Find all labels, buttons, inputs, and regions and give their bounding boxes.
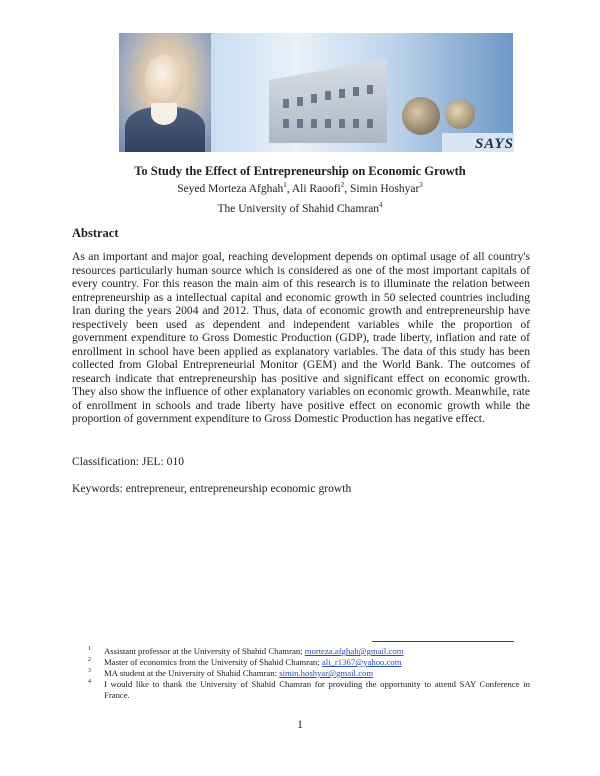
says-logo: SAYS xyxy=(474,136,514,152)
medallion-image xyxy=(402,97,440,135)
footnote-number: 1 xyxy=(88,646,91,652)
footnote-number: 4 xyxy=(88,679,91,685)
email-link[interactable]: simin.hoshyar@gmail.com xyxy=(279,668,374,678)
email-link[interactable]: ali_r1367@yahoo.com xyxy=(321,657,402,667)
footnote-mark: 4 xyxy=(379,201,383,210)
footnotes xyxy=(88,646,530,701)
author-name: Seyed Morteza Afghah xyxy=(177,183,284,195)
footnote xyxy=(88,668,530,679)
portrait-image xyxy=(119,33,211,152)
email-link[interactable]: morteza.afghah@gmail.com xyxy=(304,646,404,656)
building-image xyxy=(269,59,387,143)
footnote xyxy=(88,657,530,668)
footnote xyxy=(88,679,530,701)
footnote-text: Assistant professor at the University of Shahid Chamran; xyxy=(104,646,305,656)
footnote-text: MA student at the University of Shahid Chamran: xyxy=(104,668,280,678)
author-name: Simin Hoshyar xyxy=(349,183,420,195)
classification-line: Classification: JEL: 010 xyxy=(72,455,185,468)
author-list: Seyed Morteza Afghah$^1$, Ali Raoofi$^2$, Simin Hoshyar$^3$ xyxy=(177,181,423,195)
abstract-body: As an important and major goal, reaching development depends on optimal usage of all country's resources particularly human source which is considered as one of the most important capitals of every country. For this reason the main aim of this research is to illuminate the relation between entrepreneurship as a intellectual capital and economic growth in 50 selected countries including Iran during the years 2004 and 2012. Thus, data of economic growth and entrepreneurship have respectively been used as dependent and independent variables while the proportion of government expenditure to Gross Domestic Production (GDP), trade liberty, inflation and rate of enrollment in school have been applied as explanatory variables. The data of this study has been collected from Global Entrepreneurial Monitor (GEM) and the World Bank. The outcomes of research indicate that entrepreneurship has positive and significant effect on economic growth. They also show the influence of other explanatory variables on economic growth. Meanwhile, rate of enrollment in schools and trade liberty have positive effect on economic growth while the proportion of government expenditure to Gross Domestic Production has negative effect. xyxy=(72,250,530,425)
keywords-line: Keywords: entrepreneur, entrepreneurship economic growth xyxy=(72,482,352,495)
footnote-mark: 1 xyxy=(283,181,287,190)
footnote-text: I would like to thank the University of Shahid Chamran for providing the opportunity to attend SAY Conference in France. xyxy=(104,679,530,700)
footnote-mark: 2 xyxy=(340,181,345,190)
author-name: Ali Raoofi xyxy=(291,183,341,195)
footnote xyxy=(88,646,530,657)
abstract-heading: Abstract xyxy=(72,226,119,240)
page-number: 1 xyxy=(297,717,303,731)
footnote-text: Master of economics from the University of Shahid Chamran; xyxy=(104,657,322,667)
medallion-image xyxy=(445,99,475,129)
footnote-divider xyxy=(372,641,514,642)
affiliation-name: The University of Shahid Chamran xyxy=(217,203,380,215)
footnote-mark: 3 xyxy=(419,181,423,190)
paper-title: To Study the Effect of Entrepreneurship on Economic Growth xyxy=(134,164,466,178)
footnote-number: 3 xyxy=(88,668,91,674)
footnote-number: 2 xyxy=(88,657,91,663)
affiliation xyxy=(0,203,600,215)
